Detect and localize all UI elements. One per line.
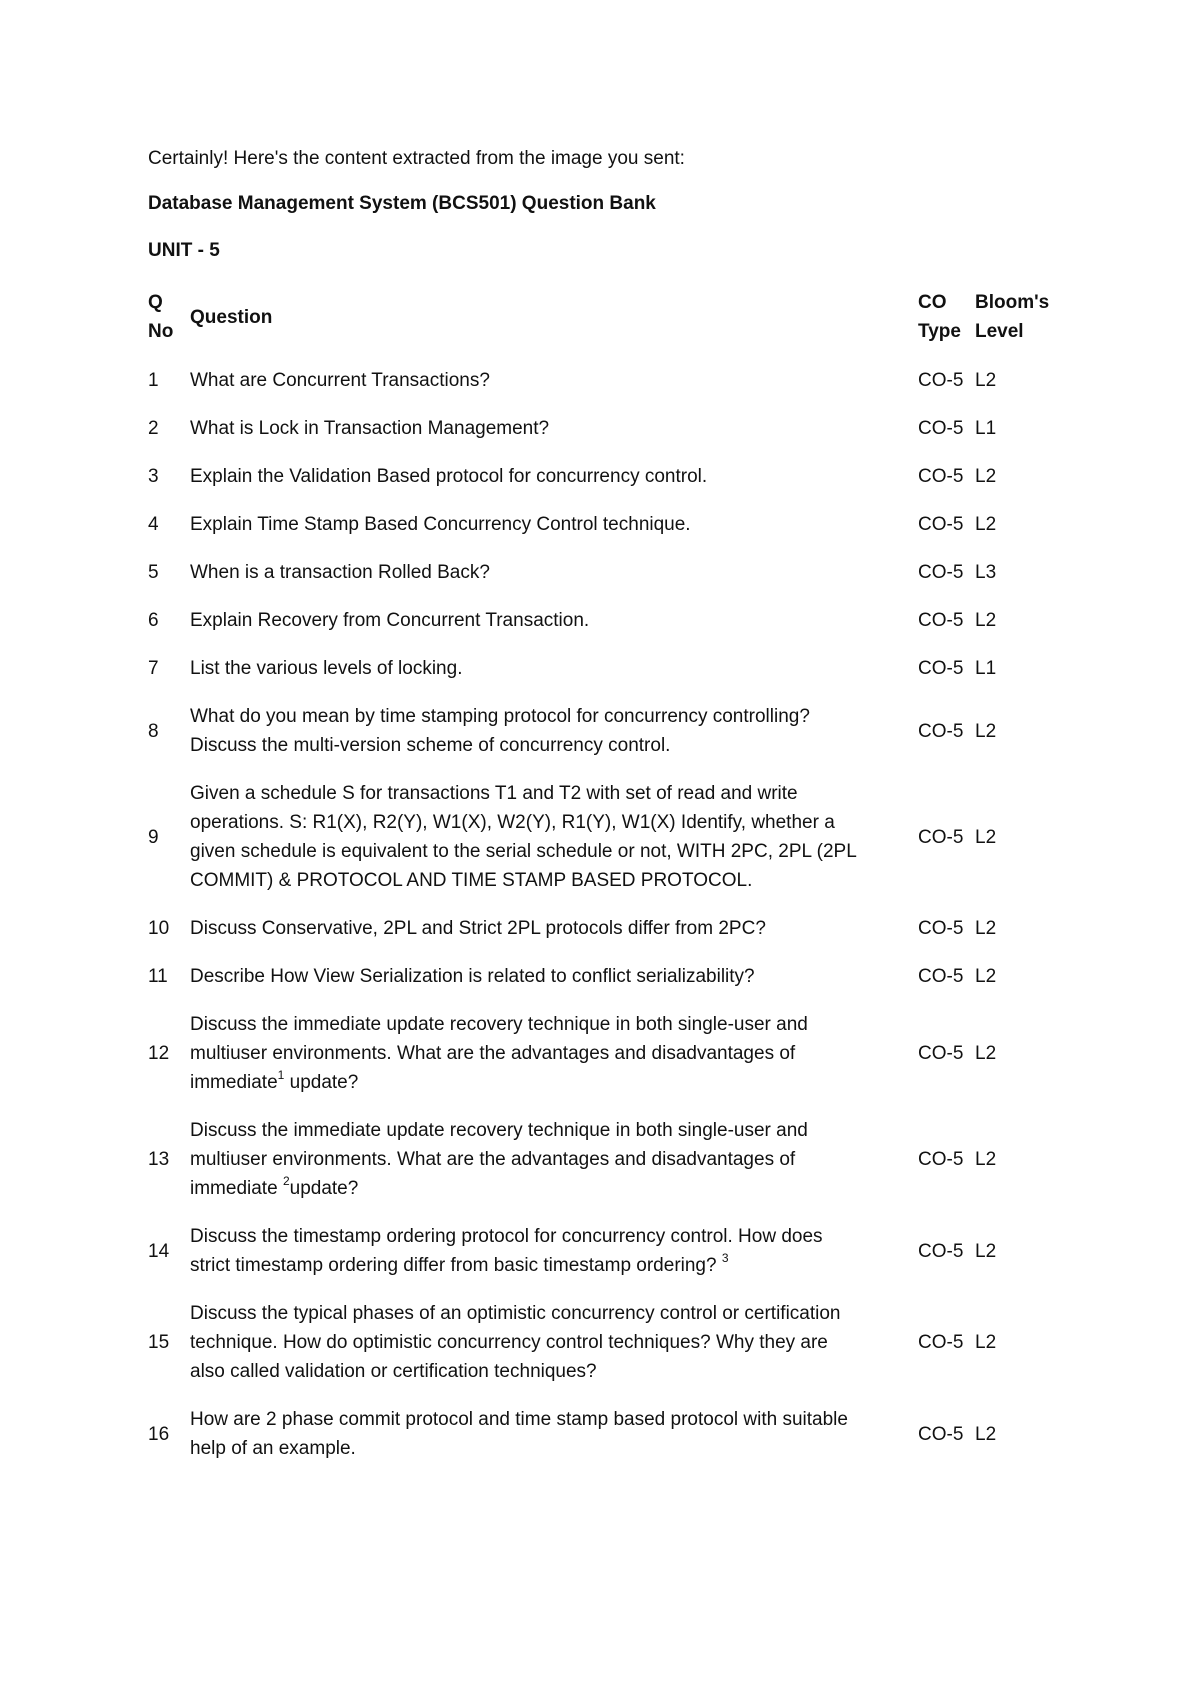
question-text: What do you mean by time stamping protocol for concurrency controlling? Discuss the multi-version scheme of concurrency control. xyxy=(190,706,810,756)
question-number: 9 xyxy=(148,826,159,848)
blooms-level: L2 xyxy=(975,1043,997,1064)
question-text: Explain Time Stamp Based Concurrency Control technique. xyxy=(190,514,691,535)
blooms-level: L2 xyxy=(975,720,997,742)
question-number: 11 xyxy=(148,966,168,987)
co-type: CO-5 xyxy=(918,610,964,631)
blooms-level: L1 xyxy=(975,658,997,679)
question-text: When is a transaction Rolled Back? xyxy=(190,562,490,583)
co-type: CO-5 xyxy=(918,1240,964,1262)
table-row xyxy=(148,414,1068,443)
blooms-level: L2 xyxy=(975,966,997,987)
co-type: CO-5 xyxy=(918,562,964,583)
question-number: 1 xyxy=(148,370,159,391)
question-text: Given a schedule S for transactions T1 and T2 with set of read and write operations. S: R1(X), R2(Y), W1(X), W2(Y), R1(Y), W1(X) Identify, whether a given schedule is equivalent to the serial schedule or not, WITH 2PC, 2PL (2PL COMMIT) & PROTOCOL AND TIME STAMP BASED PROTOCOL. xyxy=(190,783,857,891)
header-co-type: CO Type xyxy=(918,292,961,342)
question-number: 6 xyxy=(148,610,159,631)
table-row xyxy=(148,1405,1068,1463)
table-row xyxy=(148,1116,1068,1203)
co-type: CO-5 xyxy=(918,826,964,848)
header-blooms-level: Bloom's Level xyxy=(975,292,1050,342)
table-row xyxy=(148,462,1068,491)
co-type: CO-5 xyxy=(918,418,964,439)
co-type: CO-5 xyxy=(918,1043,964,1064)
question-number: 13 xyxy=(148,1149,170,1170)
question-text: What is Lock in Transaction Management? xyxy=(190,418,550,439)
co-type: CO-5 xyxy=(918,966,964,987)
question-number: 5 xyxy=(148,562,159,583)
header-question: Question xyxy=(190,306,273,328)
co-type: CO-5 xyxy=(918,1332,964,1353)
question-number: 7 xyxy=(148,658,159,679)
table-row xyxy=(148,702,1068,760)
blooms-level: L2 xyxy=(975,826,997,848)
question-number: 2 xyxy=(148,418,159,439)
question-number: 4 xyxy=(148,514,159,535)
question-text: Discuss the immediate update recovery technique in both single-user and multiuser environments. What are the advantages and disadvantages of immediate$^1$ update? xyxy=(190,1014,808,1093)
question-text: Discuss the timestamp ordering protocol for concurrency control. How does strict timestamp ordering differ from basic timestamp ordering? $^3$ xyxy=(190,1226,823,1276)
co-type: CO-5 xyxy=(918,720,964,742)
header-q-no: Q No xyxy=(148,292,174,342)
table-row xyxy=(148,914,1068,943)
question-number: 14 xyxy=(148,1240,170,1262)
footnote-mark: 3 xyxy=(721,1250,729,1265)
table-row xyxy=(148,558,1068,587)
question-number: 10 xyxy=(148,918,170,939)
question-number: 8 xyxy=(148,720,159,742)
unit-heading: UNIT - 5 xyxy=(148,240,220,261)
table-row xyxy=(148,1010,1068,1097)
table-header xyxy=(148,288,1068,346)
co-type: CO-5 xyxy=(918,658,964,679)
blooms-level: L1 xyxy=(975,418,997,439)
blooms-level: L2 xyxy=(975,514,997,535)
blooms-level: L2 xyxy=(975,1240,997,1262)
document-title: Database Management System (BCS501) Question Bank xyxy=(148,193,656,214)
table-row xyxy=(148,606,1068,635)
table-row xyxy=(148,779,1068,895)
table-row xyxy=(148,366,1068,395)
question-number: 12 xyxy=(148,1043,170,1064)
table-row xyxy=(148,962,1068,991)
question-text: Discuss the typical phases of an optimistic concurrency control or certification technique. How do optimistic concurrency control techniques? Why they are also called validation or certification techniques? xyxy=(190,1303,841,1382)
table-row xyxy=(148,510,1068,539)
blooms-level: L2 xyxy=(975,466,997,487)
question-text: Discuss the immediate update recovery technique in both single-user and multiuser environments. What are the advantages and disadvantages of immediate $^2$update? xyxy=(190,1120,808,1199)
question-text: How are 2 phase commit protocol and time stamp based protocol with suitable help of an example. xyxy=(190,1409,848,1459)
question-number: 3 xyxy=(148,466,159,487)
co-type: CO-5 xyxy=(918,1423,964,1445)
question-text: Explain the Validation Based protocol for concurrency control. xyxy=(190,466,708,487)
footnote-mark: 1 xyxy=(277,1067,285,1082)
co-type: CO-5 xyxy=(918,918,964,939)
table-row xyxy=(148,1299,1068,1386)
question-text: List the various levels of locking. xyxy=(190,658,463,679)
blooms-level: L2 xyxy=(975,610,997,631)
co-type: CO-5 xyxy=(918,370,964,391)
co-type: CO-5 xyxy=(918,1149,964,1170)
question-number: 15 xyxy=(148,1332,170,1353)
question-text: Discuss Conservative, 2PL and Strict 2PL protocols differ from 2PC? xyxy=(190,918,766,939)
intro-text: Certainly! Here's the content extracted from the image you sent: xyxy=(148,148,685,169)
question-number: 16 xyxy=(148,1423,170,1445)
table-row xyxy=(148,1222,1068,1280)
blooms-level: L3 xyxy=(975,562,997,583)
question-text: Explain Recovery from Concurrent Transaction. xyxy=(190,610,590,631)
question-text: Describe How View Serialization is related to conflict serializability? xyxy=(190,966,755,987)
blooms-level: L2 xyxy=(975,1423,997,1445)
question-table xyxy=(148,288,1068,1482)
blooms-level: L2 xyxy=(975,1332,997,1353)
co-type: CO-5 xyxy=(918,514,964,535)
co-type: CO-5 xyxy=(918,466,964,487)
table-row xyxy=(148,654,1068,683)
blooms-level: L2 xyxy=(975,918,997,939)
footnote-mark: 2 xyxy=(282,1173,290,1188)
blooms-level: L2 xyxy=(975,370,997,391)
blooms-level: L2 xyxy=(975,1149,997,1170)
question-text: What are Concurrent Transactions? xyxy=(190,370,490,391)
